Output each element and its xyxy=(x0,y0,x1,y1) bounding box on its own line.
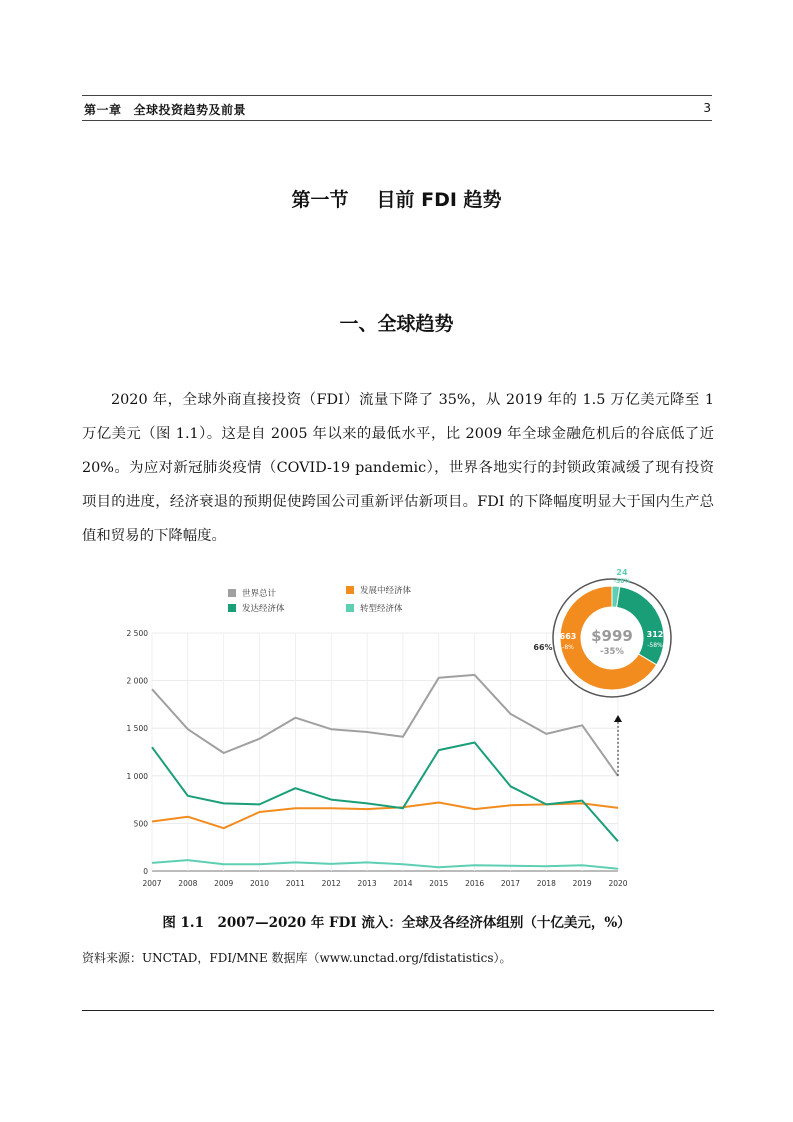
y-tick-label: 1 000 xyxy=(126,771,148,781)
x-tick-label: 2012 xyxy=(321,879,341,888)
source-note: 资料来源：UNCTAD，FDI/MNE 数据库（www.unctad.org/fdistatistics）。 xyxy=(82,951,512,965)
x-tick-label: 2010 xyxy=(249,879,270,888)
developed-line xyxy=(152,743,618,842)
donut-developed-change: -58% xyxy=(647,642,663,649)
chapter-label: 第一章 xyxy=(84,103,122,117)
legend-swatch xyxy=(228,589,236,597)
x-tick-label: 2009 xyxy=(214,879,234,888)
subsection-title: 一、全球趋势 xyxy=(339,313,454,335)
x-tick-label: 2013 xyxy=(357,879,377,888)
legend-swatch xyxy=(346,586,354,594)
x-tick-label: 2018 xyxy=(536,879,556,888)
donut-outer-share: 66% xyxy=(533,643,553,652)
header-rule-top xyxy=(82,95,712,96)
donut-total-change: -35% xyxy=(600,647,624,657)
donut-developing-value: 663 xyxy=(559,632,577,641)
fdi-chart xyxy=(110,560,710,900)
x-tick-label: 2016 xyxy=(465,879,485,888)
y-tick-label: 1 500 xyxy=(126,724,148,734)
legend-label: 转型经济体 xyxy=(360,604,403,614)
y-tick-label: 500 xyxy=(133,819,148,829)
section-name: 目前 FDI 趋势 xyxy=(376,189,502,211)
x-tick-label: 2011 xyxy=(285,879,305,888)
legend-label: 发展中经济体 xyxy=(360,586,412,596)
legend-label: 发达经济体 xyxy=(242,604,285,614)
section-title xyxy=(0,185,793,212)
transition-line xyxy=(152,860,618,869)
section-number: 第一节 xyxy=(291,189,349,211)
header-rule-bottom xyxy=(82,120,712,121)
y-tick-label: 2 000 xyxy=(126,676,148,686)
callout-arrow xyxy=(614,715,622,722)
legend-label: 世界总计 xyxy=(242,589,277,599)
x-tick-label: 2019 xyxy=(572,879,592,888)
donut-total-label: $999 xyxy=(591,627,633,645)
x-tick-label: 2007 xyxy=(142,879,162,888)
donut-transition-change: -58% xyxy=(613,578,631,585)
y-tick-label: 0 xyxy=(143,867,148,876)
footer-rule xyxy=(82,1010,714,1011)
x-tick-label: 2015 xyxy=(429,879,449,888)
donut-developed-value: 312 xyxy=(646,630,664,639)
legend-swatch xyxy=(346,604,354,612)
x-tick-label: 2008 xyxy=(178,879,198,888)
donut-developing-change: -8% xyxy=(562,644,574,651)
chapter-title: 全球投资趋势及前景 xyxy=(133,103,247,117)
x-tick-label: 2020 xyxy=(608,879,628,888)
running-header xyxy=(84,101,246,118)
figure-caption: 图 1.1 2007—2020 年 FDI 流入：全球及各经济体组别（十亿美元，%） xyxy=(162,915,631,931)
y-tick-label: 2 500 xyxy=(126,629,148,638)
body-paragraph: 2020 年，全球外商直接投资（FDI）流量下降了 35%，从 2019 年的 1.5 万亿美元降至 1 万亿美元（图 1.1）。这是自 2005 年以来的最低水平，比 2009 年全球金融危机后的谷底低了近 20%。为应对新冠肺炎疫情（COVID-19 pandemic），世界各地实行的封锁政策减缓了现有投资项目的进度，经济衰退的预期促使跨国公司重新评估新项目。FDI 的下降幅度明显大于国内生产总值和贸易的下降幅度。 xyxy=(82,392,714,544)
page-number: 3 xyxy=(703,101,711,115)
x-tick-label: 2014 xyxy=(393,879,413,888)
world-total-line xyxy=(152,675,618,776)
donut-transition-value: 24 xyxy=(616,568,628,577)
legend-swatch xyxy=(228,604,236,612)
figure-1-1 xyxy=(110,560,710,900)
x-tick-label: 2017 xyxy=(500,879,521,888)
